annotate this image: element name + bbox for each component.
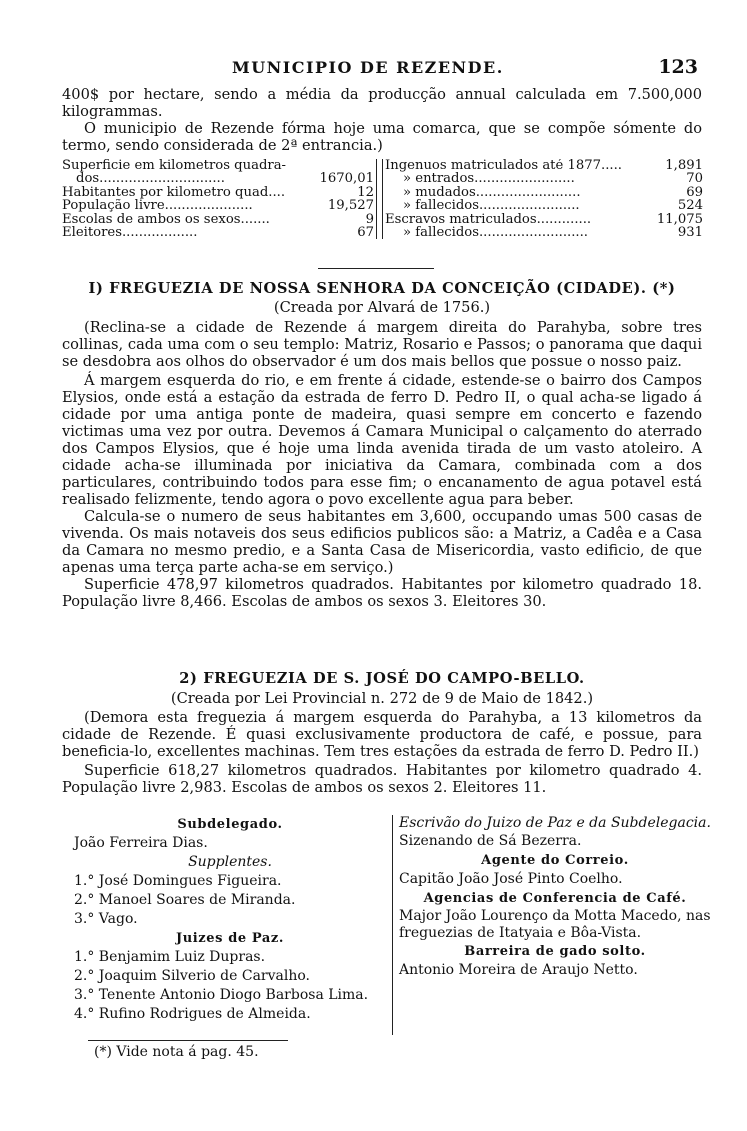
supplentes-heading: Supplentes. <box>188 854 272 870</box>
escrivao-heading: Escrivão do Juizo de Paz e da Subdelegacia. <box>399 815 711 831</box>
stat-row: dos.............................. 1670,01 <box>62 172 377 185</box>
divider <box>318 268 434 269</box>
stat-row: » mudados......................... 69 <box>403 185 703 200</box>
stat-row: » entrados........................ 70 <box>403 172 703 186</box>
correio-name: Capitão João José Pinto Coelho. <box>399 871 623 887</box>
officials-directory <box>62 815 711 1040</box>
stat-row: » fallecidos.......................... 931 <box>403 226 703 240</box>
list-item: 2.° Joaquim Silverio de Carvalho. <box>74 968 310 984</box>
stat-row: Escolas de ambos os sexos....... 9 <box>62 213 377 226</box>
intro-line-1: 400$ por hectare, sendo a média da producção annual calculada em 7.500,000 kilogrammas. <box>62 86 702 120</box>
section-2-creation: (Creada por Lei Provincial n. 272 de 9 de Maio de 1842.) <box>170 690 594 707</box>
section-1-creation: (Creada por Alvará de 1756.) <box>273 299 491 316</box>
escrivao-name: Sizenando de Sá Bezerra. <box>399 833 582 849</box>
page-header <box>62 58 702 82</box>
section-1-title: I) FREGUEZIA DE NOSSA SENHORA DA CONCEIÇÃO (CIDADE). (*) <box>88 280 676 297</box>
section-1-paragraph: (Reclina-se a cidade de Rezende á margem direita do Parahyba, sobre tres collinas, cada uma com o seu templo: Matriz, Rosario e Passos; o panorama que daqui se desdobra aos olhos do observador é um dos mais bellos que possue o nosso paiz. <box>62 319 702 370</box>
cafe-heading: Agencias de Conferencia de Café. <box>423 891 687 906</box>
barreira-name: Antonio Moreira de Araujo Netto. <box>399 962 638 978</box>
section-2 <box>62 670 702 796</box>
list-item: 1.° José Domingues Figueira. <box>74 873 282 889</box>
section-1-paragraph: Á margem esquerda do rio, e em frente á cidade, estende-se o bairro dos Campos Elysios, onde está a estação da estrada de ferro D. Pedro II, o qual acha-se ligado á cidade por uma antiga ponte de madeira, quasi sempre em concerto e fazendo victimas uma vez por outra. Devemos á Camara Municipal o calçamento do aterrado dos Campos Elysios, que é hoje uma linda avenida tirada de um vasto atoleiro. A cidade acha-se illuminada por iniciativa da Camara, combinada com a dos particulares, contribuindo todos para esse fim; o encanamento de agua potavel está realisado felizmente, tendo agora o povo excellente agua para beber. <box>62 372 702 508</box>
cafe-name: Major João Lourenço da Motta Macedo, nas freguezias de Itatyaia e Bôa-Vista. <box>399 908 711 941</box>
stats-left-column <box>62 159 377 239</box>
list-item: 3.° Tenente Antonio Diogo Barbosa Lima. <box>74 987 369 1003</box>
correio-heading: Agente do Correio. <box>481 853 629 868</box>
running-title: MUNICIPIO DE REZENDE. <box>232 58 504 77</box>
page-number: 123 <box>658 56 698 78</box>
footnote-rule <box>88 1040 288 1041</box>
section-1-paragraph: Calcula-se o numero de seus habitantes em 3,600, occupando umas 500 casas de vivenda. Os mais notaveis dos seus edificios publicos são: a Matriz, a Cadêa e a Casa da Camara no mesmo predio, e a Santa Casa de Misericordia, vasto edificio, de que apenas uma terça parte acha-se em serviço.) <box>62 508 702 576</box>
stat-row: Ingenuos matriculados até 1877..... 1,891 <box>385 159 703 173</box>
stat-row: Superficie em kilometros quadra- <box>62 159 377 172</box>
section-2-summary: Superficie 618,27 kilometros quadrados. Habitantes por kilometro quadrado 4. População livre 2,983. Escolas de ambos os sexos 2. Eleitores 11. <box>62 762 702 796</box>
barreira-heading: Barreira de gado solto. <box>464 944 646 959</box>
list-item: 1.° Benjamim Luiz Dupras. <box>74 949 266 965</box>
subdelegado-name: João Ferreira Dias. <box>74 835 208 851</box>
intro-block <box>62 86 702 154</box>
footnote: (*) Vide nota á pag. 45. <box>94 1044 259 1060</box>
stat-row: » fallecidos........................ 524 <box>403 199 703 213</box>
juizes-heading: Juizes de Paz. <box>175 931 285 946</box>
section-2-paragraph: (Demora esta freguezia á margem esquerda do Parahyba, a 13 kilometros da cidade de Rezende. É quasi exclusivamente productora de café, e possue, para beneficia-lo, excellentes machinas. Tem tres estações da estrada de ferro D. Pedro II.) <box>62 709 702 760</box>
stats-right-column <box>382 159 703 239</box>
directory-left-column <box>74 815 386 1024</box>
stat-row: Escravos matriculados............. 11,075 <box>385 212 703 227</box>
intro-line-2: O municipio de Rezende fórma hoje uma comarca, que se compõe sómente do termo, sendo considerada de 2ª entrancia.) <box>62 120 702 154</box>
stat-row: Eleitores.................. 67 <box>62 226 377 239</box>
section-1 <box>62 280 702 610</box>
list-item: 4.° Rufino Rodrigues de Almeida. <box>74 1006 311 1022</box>
stat-row: População livre..................... 19,527 <box>62 199 377 212</box>
stat-row: Habitantes por kilometro quad.... 12 <box>62 186 377 199</box>
directory-right-column <box>392 815 711 1035</box>
section-2-title: 2) FREGUEZIA DE S. JOSÉ DO CAMPO-BELLO. <box>179 670 585 687</box>
list-item: 2.° Manoel Soares de Miranda. <box>74 892 296 908</box>
list-item: 3.° Vago. <box>74 911 138 927</box>
subdelegado-heading: Subdelegado. <box>177 817 283 832</box>
section-1-summary: Superficie 478,97 kilometros quadrados. Habitantes por kilometro quadrado 18. População livre 8,466. Escolas de ambos os sexos 3. Eleitores 30. <box>62 576 702 610</box>
